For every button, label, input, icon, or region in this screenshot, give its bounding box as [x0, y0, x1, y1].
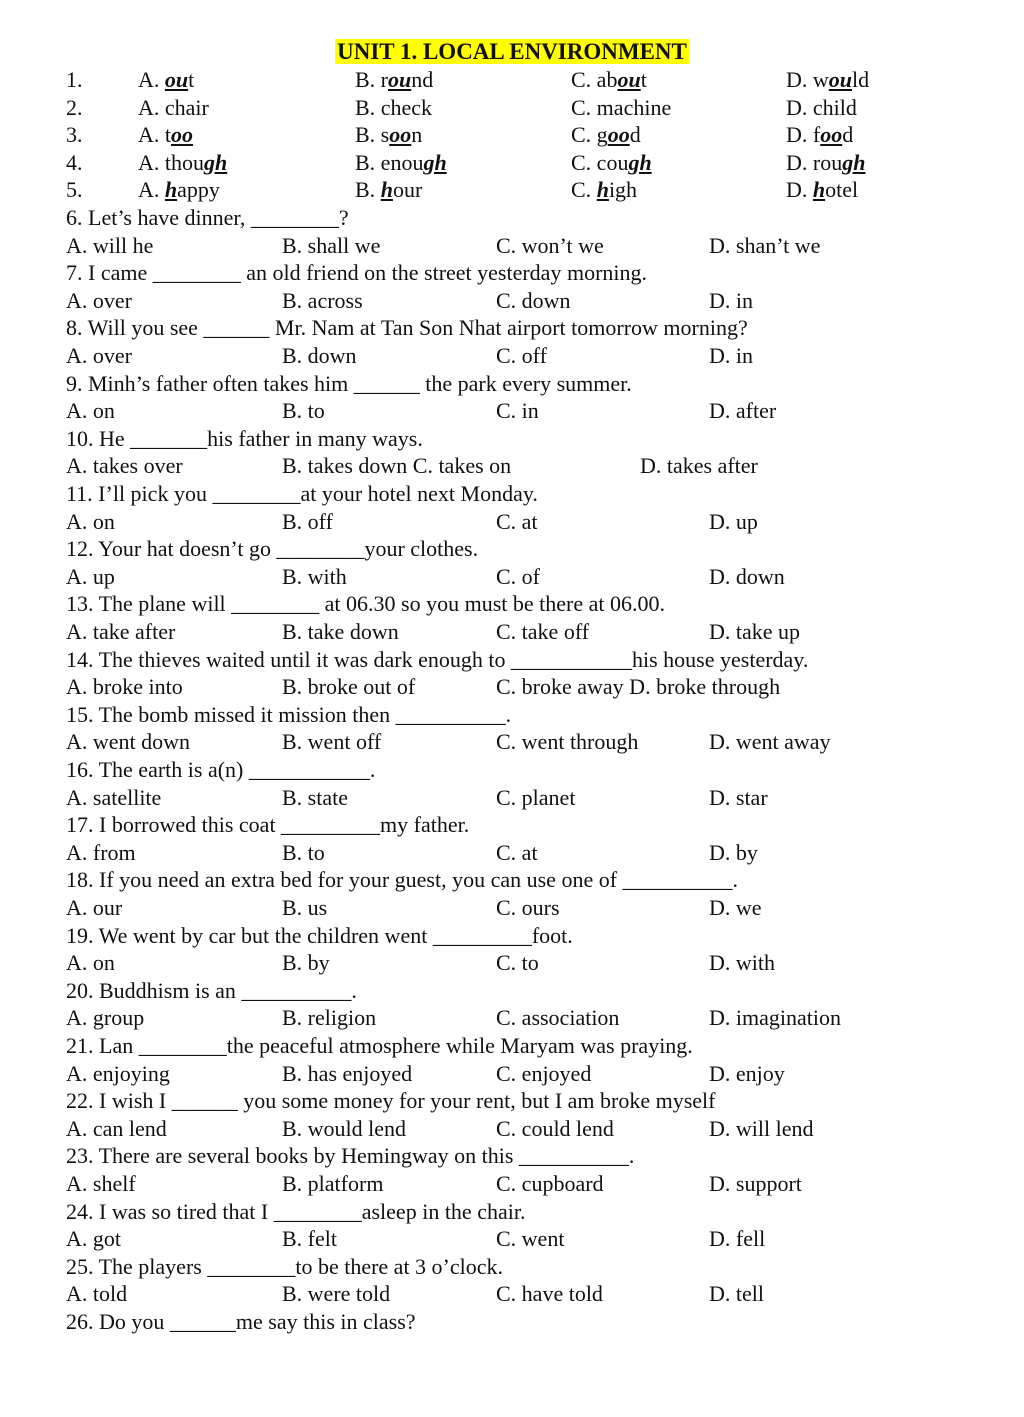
answer-option: D. will lend	[709, 1115, 814, 1141]
phonetic-number: 4.	[66, 149, 83, 175]
question-text: 13. The plane will ________ at 06.30 so you must be there at 06.00.	[66, 591, 666, 617]
option-prefix: A.	[138, 94, 165, 120]
phonetic-option	[355, 121, 422, 148]
option-highlight: oo	[389, 122, 412, 148]
phonetic-number: 5.	[66, 177, 83, 203]
answer-option: C. to	[496, 950, 539, 976]
answer-option: C. enjoyed	[496, 1060, 592, 1086]
title-wrap	[0, 38, 1024, 66]
answer-option: D. takes after	[640, 453, 758, 479]
question-text: 15. The bomb missed it mission then __________.	[66, 701, 512, 727]
option-highlight: ou	[164, 67, 189, 92]
option-suffix: ine	[644, 94, 672, 120]
answer-option: B. were told	[282, 1281, 391, 1307]
option-highlight: h	[164, 177, 178, 203]
answer-option: D. up	[709, 508, 758, 534]
answer-option: C. off	[496, 343, 547, 368]
answer-option: A. over	[66, 287, 132, 313]
option-prefix: B.	[355, 177, 381, 203]
option-prefix: A.	[138, 67, 165, 92]
answer-option: C. ours	[496, 895, 560, 920]
question-text: 22. I wish I ______ you some money for your rent, but I am broke myself	[66, 1088, 716, 1114]
phonetic-option	[571, 94, 671, 121]
question-text: 12. Your hat doesn’t go ________your clothes.	[66, 536, 479, 562]
question-text: 25. The players ________to be there at 3 o’clock.	[66, 1253, 504, 1279]
phonetic-option	[786, 121, 853, 148]
question-text: 9. Minh’s father often takes him ______ the park every summer.	[66, 370, 632, 396]
answer-option: C. at	[496, 508, 538, 534]
answer-option: D. star	[709, 784, 768, 810]
answer-option: C. association	[496, 1005, 620, 1031]
option-suffix: nd	[411, 67, 434, 92]
answer-option: C. in	[496, 398, 539, 424]
option-prefix: C. g	[571, 122, 608, 148]
option-highlight: oo	[820, 122, 843, 148]
option-highlight: ou	[828, 67, 853, 92]
option-suffix: air	[185, 94, 209, 120]
answer-option: B. down	[282, 343, 357, 368]
answer-option: B. shall we	[282, 232, 381, 258]
phonetic-option	[571, 66, 647, 93]
phonetic-option	[786, 94, 857, 121]
option-suffix: n	[411, 122, 423, 148]
answer-option: A. shelf	[66, 1171, 136, 1196]
answer-option: D. in	[709, 287, 753, 313]
answer-option: C. planet	[496, 784, 576, 810]
question-text: 16. The earth is a(n) ___________.	[66, 757, 376, 782]
phonetic-option	[786, 176, 858, 203]
option-suffix: eck	[401, 94, 432, 120]
option-suffix: t	[188, 67, 195, 92]
answer-option: B. religion	[282, 1005, 377, 1031]
option-prefix: D. rou	[786, 149, 843, 175]
answer-option: C. take off	[496, 619, 590, 644]
phonetic-number: 2.	[66, 94, 83, 120]
answer-option: B. has enjoyed	[282, 1060, 413, 1086]
phonetic-option	[138, 176, 220, 203]
answer-option: A. takes over	[66, 453, 183, 479]
answer-option: D. tell	[709, 1281, 764, 1307]
phonetic-option	[355, 149, 447, 176]
answer-option: D. shan’t we	[709, 232, 821, 258]
answer-option: B. felt	[282, 1226, 337, 1252]
answer-option: D. we	[709, 895, 762, 920]
option-highlight: h	[596, 177, 609, 203]
question-text: 8. Will you see ______ Mr. Nam at Tan Son Nhat airport tomorrow morning?	[66, 315, 748, 341]
option-highlight: ch	[812, 94, 834, 120]
phonetic-option	[138, 149, 227, 176]
answer-option: C. at	[496, 839, 538, 865]
option-prefix: A.	[138, 177, 165, 203]
answer-option: B. take down	[282, 619, 399, 644]
option-prefix: B.	[355, 94, 381, 120]
option-prefix: A. thou	[138, 149, 204, 175]
phonetic-number: 1.	[66, 67, 83, 92]
phonetic-number: 3.	[66, 122, 83, 148]
answer-option: A. our	[66, 895, 123, 920]
phonetic-option	[138, 94, 209, 121]
question-text: 26. Do you ______me say this in class?	[66, 1309, 416, 1334]
answer-option: B. us	[282, 895, 328, 920]
answer-option: C. cupboard	[496, 1171, 604, 1196]
answer-option: D. enjoy	[709, 1060, 785, 1086]
answer-option: A. got	[66, 1226, 121, 1252]
question-text: 19. We went by car but the children went _________foot.	[66, 922, 573, 948]
question-text: 7. I came ________ an old friend on the street yesterday morning.	[66, 260, 648, 286]
option-prefix: A. t	[138, 122, 171, 148]
answer-option: B. would lend	[282, 1115, 407, 1141]
option-suffix: t	[640, 67, 647, 92]
question-text: 14. The thieves waited until it was dark enough to ___________his house yesterday.	[66, 646, 809, 672]
option-suffix: otel	[825, 177, 859, 203]
option-highlight: gh	[842, 149, 866, 175]
answer-option: C. have told	[496, 1281, 603, 1307]
answer-option: B. off	[282, 508, 333, 534]
phonetic-option	[571, 176, 637, 203]
option-prefix: C. cou	[571, 149, 629, 175]
page-title: UNIT 1. LOCAL ENVIRONMENT	[337, 39, 687, 64]
answer-option: A. on	[66, 398, 115, 424]
answer-option: A. enjoying	[66, 1060, 170, 1086]
phonetic-option	[571, 121, 641, 148]
phonetic-option	[786, 66, 869, 93]
answer-option: C. down	[496, 287, 571, 313]
option-prefix: D. f	[786, 122, 821, 148]
question-text: 24. I was so tired that I ________asleep in the chair.	[66, 1198, 526, 1224]
answer-option: B. state	[282, 784, 348, 810]
option-suffix: our	[392, 177, 423, 203]
option-suffix: appy	[177, 177, 220, 203]
option-highlight: ch	[164, 94, 186, 120]
option-highlight: ou	[388, 67, 412, 92]
question-text: 17. I borrowed this coat _________my father.	[66, 812, 470, 838]
answer-option: D. by	[709, 839, 758, 865]
answer-option: D. fell	[709, 1226, 766, 1252]
answer-option: B. platform	[282, 1171, 384, 1196]
answer-option: B. takes down C. takes on	[282, 453, 512, 479]
option-suffix: ld	[852, 67, 870, 92]
option-prefix: D.	[786, 94, 813, 120]
answer-option: A. on	[66, 508, 115, 534]
option-highlight: oo	[171, 122, 193, 148]
answer-option: A. up	[66, 563, 115, 589]
answer-option: D. down	[709, 563, 785, 589]
question-text: 18. If you need an extra bed for your guest, you can use one of __________.	[66, 867, 739, 893]
option-highlight: h	[812, 177, 826, 203]
question-text: 6. Let’s have dinner, ________?	[66, 205, 349, 230]
option-prefix: D. w	[786, 67, 829, 92]
answer-option: B. with	[282, 563, 347, 589]
option-prefix: B. r	[355, 67, 388, 92]
option-highlight: gh	[423, 149, 447, 175]
question-text: 23. There are several books by Hemingway on this __________.	[66, 1143, 635, 1169]
answer-option: C. went through	[496, 729, 639, 755]
option-highlight: oo	[607, 122, 630, 148]
answer-option: B. across	[282, 287, 363, 313]
answer-option: A. from	[66, 839, 136, 865]
answer-option: C. won’t we	[496, 232, 604, 258]
phonetic-option	[138, 121, 193, 148]
option-highlight: gh	[628, 149, 652, 175]
answer-option: D. support	[709, 1171, 802, 1196]
option-highlight: gh	[204, 149, 228, 175]
question-text: 11. I’ll pick you ________at your hotel next Monday.	[66, 481, 538, 506]
answer-option: C. of	[496, 563, 540, 589]
option-highlight: h	[380, 177, 393, 203]
answer-option: C. broke away D. broke through	[496, 674, 781, 700]
answer-option: C. could lend	[496, 1115, 614, 1141]
answer-option: C. went	[496, 1226, 565, 1252]
answer-option: B. to	[282, 839, 325, 865]
answer-option: D. went away	[709, 729, 831, 755]
answer-option: D. with	[709, 950, 775, 976]
answer-option: B. to	[282, 398, 325, 424]
question-text: 21. Lan ________the peaceful atmosphere while Maryam was praying.	[66, 1033, 693, 1058]
phonetic-option	[786, 149, 865, 176]
option-suffix: d	[629, 122, 641, 148]
answer-option: B. broke out of	[282, 674, 416, 700]
answer-option: B. by	[282, 950, 330, 976]
option-prefix: B. s	[355, 122, 390, 148]
answer-option: D. in	[709, 343, 753, 368]
option-prefix: B. enou	[355, 149, 424, 175]
option-suffix: igh	[608, 177, 638, 203]
answer-option: A. take after	[66, 619, 176, 644]
option-suffix: d	[842, 122, 854, 148]
answer-option: A. went down	[66, 729, 191, 755]
answer-option: A. can lend	[66, 1115, 167, 1141]
phonetic-option	[355, 176, 422, 203]
answer-option: D. after	[709, 398, 777, 424]
answer-option: B. went off	[282, 729, 382, 755]
option-prefix: C.	[571, 177, 597, 203]
phonetic-option	[571, 149, 652, 176]
option-highlight: ch	[623, 94, 645, 120]
answer-option: A. over	[66, 343, 132, 368]
option-prefix: C. ab	[571, 67, 618, 92]
option-highlight: ou	[617, 67, 641, 92]
phonetic-option	[138, 66, 194, 93]
question-text: 20. Buddhism is an __________.	[66, 977, 357, 1003]
answer-option: A. on	[66, 950, 115, 976]
answer-option: A. will he	[66, 232, 154, 258]
answer-option: A. satellite	[66, 784, 162, 810]
question-text: 10. He _______his father in many ways.	[66, 425, 423, 451]
phonetic-option	[355, 66, 433, 93]
answer-option: D. imagination	[709, 1005, 841, 1031]
option-suffix: ild	[833, 94, 857, 120]
answer-option: D. take up	[709, 619, 801, 644]
option-prefix: D.	[786, 177, 813, 203]
option-highlight: ch	[380, 94, 402, 120]
option-prefix: C. ma	[571, 94, 624, 120]
answer-option: A. group	[66, 1005, 145, 1031]
answer-option: A. broke into	[66, 674, 183, 700]
answer-option: A. told	[66, 1281, 128, 1307]
phonetic-option	[355, 94, 432, 121]
